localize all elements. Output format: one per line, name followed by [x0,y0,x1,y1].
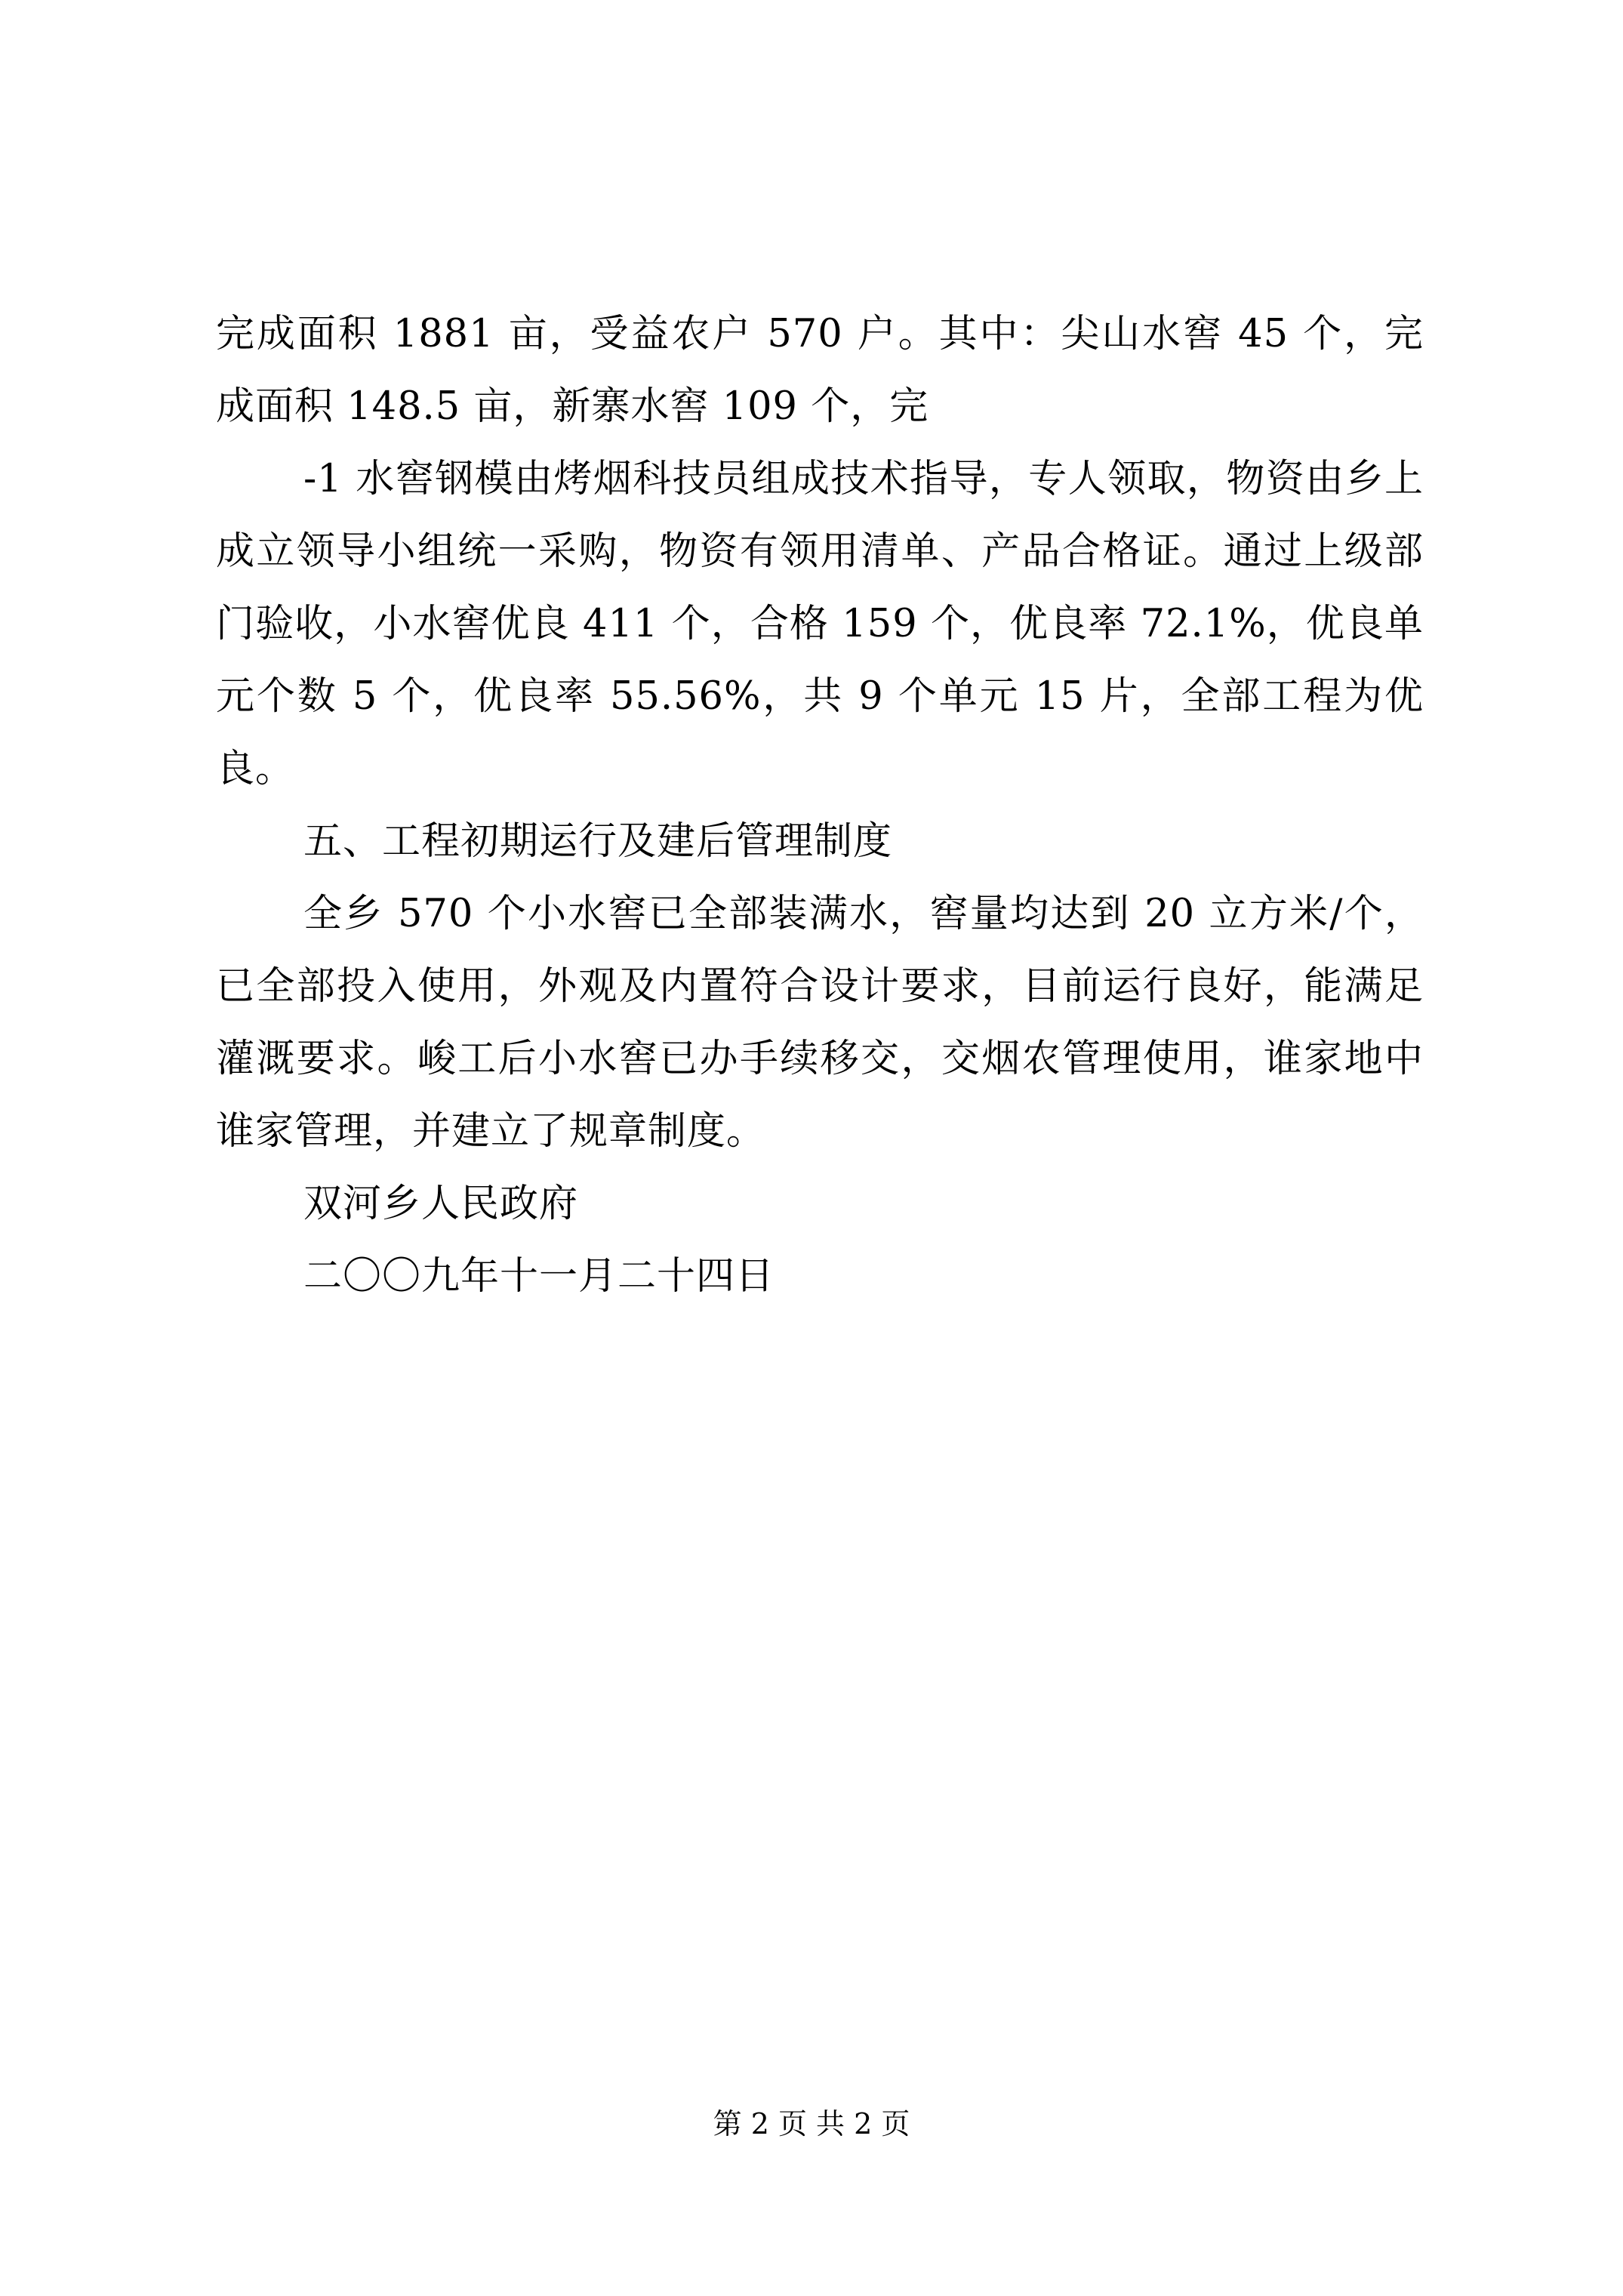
paragraph-continuation: 完成面积 1881 亩，受益农户 570 户。其中：尖山水窖 45 个，完成面积 148.5 亩，新寨水窖 109 个，完 [216,312,1424,429]
page-number: 第 2 页 共 2 页 [713,2107,910,2140]
signature-date: 二〇〇九年十一月二十四日 [303,1254,775,1299]
document-body [216,298,1424,1313]
paragraph-materials-acceptance: -1 水窖钢模由烤烟科技员组成技术指导，专人领取，物资由乡上成立领导小组统一采购，物资有领用清单、产品合格证。通过上级部门验收，小水窖优良 411 个，合格 159 个，优良率 72.1%，优良单元个数 5 个，优良率 55.56%，共 9 个单元 15 片，全部工程为优良。 [216,457,1424,791]
page-footer [0,2105,1623,2143]
paragraph-management: 全乡 570 个小水窖已全部装满水，窖量均达到 20 立方米/个，已全部投入使用，外观及内置符合设计要求，目前运行良好，能满足灌溉要求。峻工后小水窖已办手续移交，交烟农管理使用，谁家地中谁家管理，并建立了规章制度。 [216,892,1424,1154]
signature-organization: 双河乡人民政府 [303,1182,579,1226]
section-heading-operation: 五、工程初期运行及建后管理制度 [303,819,893,864]
